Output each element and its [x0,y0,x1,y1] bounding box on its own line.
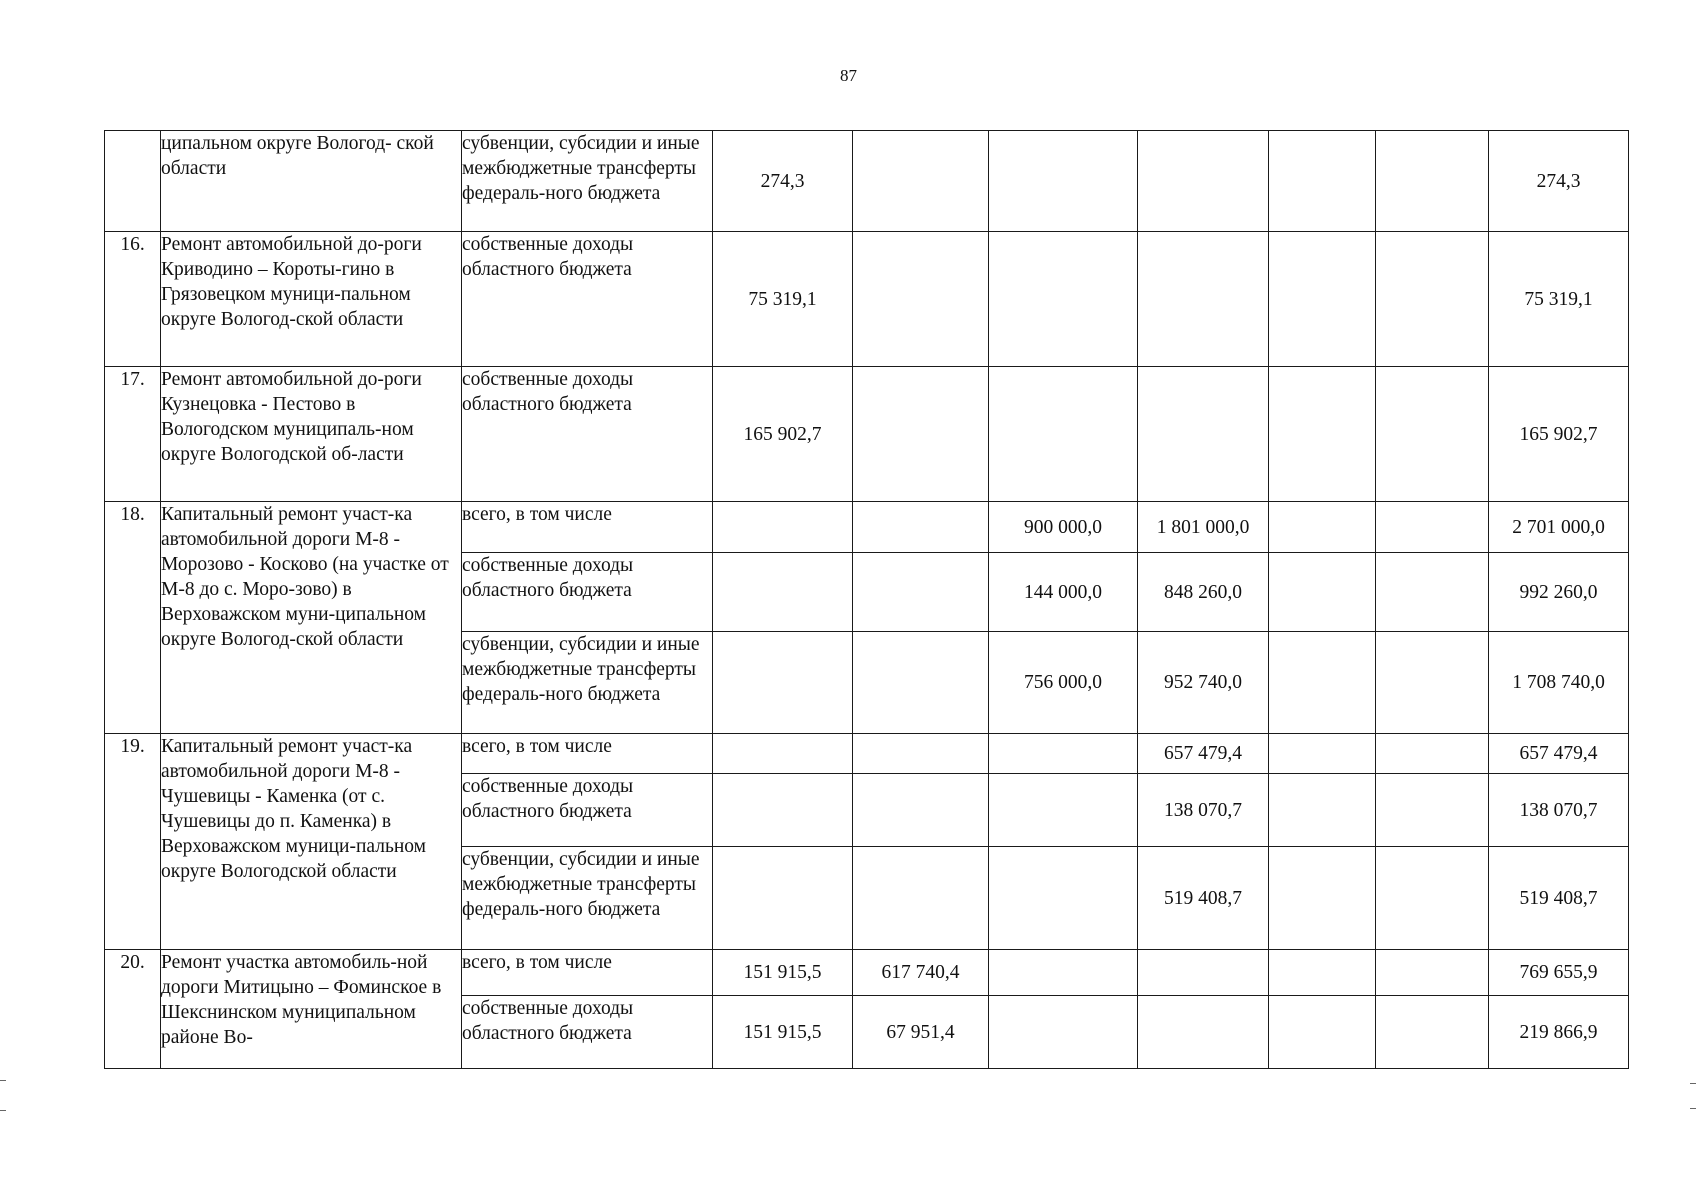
funding-source: собственные доходы областного бюджета [462,996,713,1069]
amount-cell [989,367,1138,502]
amount-cell [1376,502,1489,553]
amount-cell [1138,996,1269,1069]
scan-mark [1690,1108,1696,1109]
amount-cell [1376,632,1489,734]
amount-cell: 274,3 [713,131,853,232]
scan-mark [1690,1083,1696,1084]
amount-cell: 617 740,4 [853,950,989,996]
amount-cell: 1 801 000,0 [1138,502,1269,553]
scan-mark [0,1110,6,1111]
total-amount: 519 408,7 [1489,847,1629,950]
amount-cell [1269,232,1376,367]
object-name: Ремонт автомобильной до-роги Криводино – Короты-гино в Грязовецком муници-пальном округе Вологод-ской области [161,232,462,367]
funding-source: субвенции, субсидии и иные межбюджетные трансферты федераль-ного бюджета [462,131,713,232]
object-name: Ремонт автомобильной до-роги Кузнецовка - Пестово в Вологодском муниципаль-ном округе Вологодской об-ласти [161,367,462,502]
funding-source: всего, в том числе [462,502,713,553]
amount-cell: 151 915,5 [713,996,853,1069]
amount-cell [989,996,1138,1069]
amount-cell [1269,774,1376,847]
amount-cell [989,950,1138,996]
total-amount: 2 701 000,0 [1489,502,1629,553]
page-number: 87 [840,66,857,85]
amount-cell [1269,553,1376,632]
amount-cell: 848 260,0 [1138,553,1269,632]
amount-cell [989,232,1138,367]
amount-cell [713,847,853,950]
amount-cell [1376,367,1489,502]
amount-cell [1376,232,1489,367]
amount-cell [1138,367,1269,502]
amount-cell: 900 000,0 [989,502,1138,553]
amount-cell: 151 915,5 [713,950,853,996]
amount-cell [1138,232,1269,367]
amount-cell: 67 951,4 [853,996,989,1069]
amount-cell [989,847,1138,950]
amount-cell [1376,774,1489,847]
row-number: 17. [105,367,161,502]
object-name: Капитальный ремонт участ-ка автомобильной дороги М-8 - Морозово - Косково (на участке от М-8 до с. Моро-зово) в Верховажском муни-ципальном округе Вологод-ской области [161,502,462,734]
funding-source: всего, в том числе [462,734,713,774]
total-amount: 992 260,0 [1489,553,1629,632]
amount-cell [853,734,989,774]
budget-table [104,130,1629,1069]
amount-cell: 75 319,1 [713,232,853,367]
amount-cell [1269,847,1376,950]
amount-cell [1269,996,1376,1069]
row-number: 20. [105,950,161,1069]
amount-cell [853,847,989,950]
amount-cell [853,131,989,232]
amount-cell: 657 479,4 [1138,734,1269,774]
amount-cell [1269,131,1376,232]
amount-cell [1376,553,1489,632]
amount-cell: 144 000,0 [989,553,1138,632]
amount-cell [853,232,989,367]
amount-cell [713,553,853,632]
amount-cell: 519 408,7 [1138,847,1269,950]
amount-cell [853,774,989,847]
amount-cell [713,734,853,774]
total-amount: 75 319,1 [1489,232,1629,367]
table-row [105,131,1629,232]
amount-cell [1138,950,1269,996]
amount-cell [1376,847,1489,950]
table-row [105,950,1629,996]
amount-cell: 165 902,7 [713,367,853,502]
row-number: 16. [105,232,161,367]
funding-source: собственные доходы областного бюджета [462,367,713,502]
amount-cell [989,734,1138,774]
object-name: Капитальный ремонт участ-ка автомобильной дороги М-8 - Чушевицы - Каменка (от с. Чушевицы до п. Каменка) в Верховажском муници-пальном округе Вологодской области [161,734,462,950]
funding-source: субвенции, субсидии и иные межбюджетные трансферты федераль-ного бюджета [462,847,713,950]
amount-cell [853,553,989,632]
amount-cell [1269,950,1376,996]
amount-cell [713,774,853,847]
amount-cell [1269,502,1376,553]
amount-cell [1269,632,1376,734]
amount-cell: 756 000,0 [989,632,1138,734]
table-body [105,131,1629,1069]
total-amount: 219 866,9 [1489,996,1629,1069]
amount-cell [713,502,853,553]
funding-source: всего, в том числе [462,950,713,996]
amount-cell [989,131,1138,232]
funding-source: собственные доходы областного бюджета [462,553,713,632]
amount-cell [1376,950,1489,996]
amount-cell [1138,131,1269,232]
total-amount: 1 708 740,0 [1489,632,1629,734]
amount-cell [853,367,989,502]
amount-cell [853,632,989,734]
row-number: 18. [105,502,161,734]
object-name: ципальном округе Вологод- ской области [161,131,462,232]
table-row [105,734,1629,774]
funding-source: собственные доходы областного бюджета [462,232,713,367]
amount-cell [1269,367,1376,502]
table-row [105,232,1629,367]
scan-mark [0,1080,6,1081]
total-amount: 769 655,9 [1489,950,1629,996]
amount-cell [989,774,1138,847]
amount-cell [1376,996,1489,1069]
table-row [105,502,1629,553]
row-number: 19. [105,734,161,950]
amount-cell [1269,734,1376,774]
amount-cell [1376,131,1489,232]
funding-source: субвенции, субсидии и иные межбюджетные трансферты федераль-ного бюджета [462,632,713,734]
amount-cell [713,632,853,734]
amount-cell: 138 070,7 [1138,774,1269,847]
amount-cell [853,502,989,553]
table-row [105,367,1629,502]
total-amount: 657 479,4 [1489,734,1629,774]
total-amount: 274,3 [1489,131,1629,232]
object-name: Ремонт участка автомобиль-ной дороги Митицыно – Фоминское в Шекснинском муниципальном районе Во- [161,950,462,1069]
total-amount: 165 902,7 [1489,367,1629,502]
row-number [105,131,161,232]
amount-cell [1376,734,1489,774]
total-amount: 138 070,7 [1489,774,1629,847]
funding-source: собственные доходы областного бюджета [462,774,713,847]
amount-cell: 952 740,0 [1138,632,1269,734]
